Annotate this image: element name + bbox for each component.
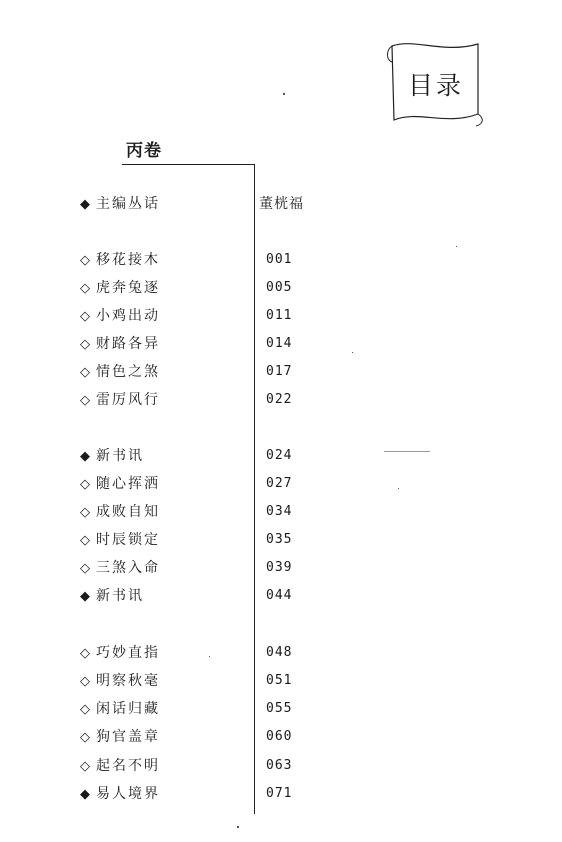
entry-title: 闲话归藏: [96, 701, 160, 717]
hollow-diamond-icon: ◇: [80, 646, 90, 661]
entry-title: 移花接木: [96, 252, 160, 268]
entry-page-number: 005: [266, 280, 293, 295]
entry-page-number: 035: [266, 532, 293, 547]
entry-title: 明察秋毫: [96, 673, 160, 689]
hollow-diamond-icon: ◇: [80, 393, 90, 408]
hollow-diamond-icon: ◇: [80, 281, 90, 296]
hollow-diamond-icon: ◇: [80, 365, 90, 380]
toc-entry[interactable]: [0, 334, 562, 356]
hollow-diamond-icon: ◇: [80, 309, 90, 324]
entry-page-number: 060: [266, 729, 293, 744]
hollow-diamond-icon: ◇: [80, 759, 90, 774]
hollow-diamond-icon: ◇: [80, 533, 90, 548]
entry-title: 新书讯: [96, 588, 144, 604]
toc-entry[interactable]: [0, 784, 562, 806]
entry-title: 新书讯: [96, 448, 144, 464]
hollow-diamond-icon: ◇: [80, 561, 90, 576]
toc-entry[interactable]: [0, 699, 562, 721]
scan-speck: [384, 451, 430, 452]
filled-diamond-icon: ◆: [80, 787, 90, 802]
filled-diamond-icon: ◆: [80, 197, 90, 212]
toc-entry[interactable]: [0, 558, 562, 580]
hollow-diamond-icon: ◇: [80, 505, 90, 520]
entry-title: 情色之煞: [96, 364, 160, 380]
scan-speck: [237, 826, 239, 828]
toc-entry[interactable]: [0, 390, 562, 412]
toc-entry[interactable]: [0, 727, 562, 749]
hollow-diamond-icon: ◇: [80, 477, 90, 492]
entry-title: 狗官盖章: [96, 729, 160, 745]
heading-rule: [122, 164, 255, 165]
entry-title: 成败自知: [96, 504, 160, 520]
entry-page-number: 048: [266, 645, 293, 660]
entry-page-number: 071: [266, 786, 293, 801]
entry-page-number: 063: [266, 758, 293, 773]
entry-page-number: 044: [266, 588, 293, 603]
entry-page-number: 055: [266, 701, 293, 716]
entry-title: 时辰锁定: [96, 532, 160, 548]
toc-entry[interactable]: [0, 530, 562, 552]
toc-entry[interactable]: [0, 306, 562, 328]
toc-entry[interactable]: [0, 250, 562, 272]
filled-diamond-icon: ◆: [80, 449, 90, 464]
entry-page-number: 017: [266, 364, 293, 379]
entry-author: 董桄福: [259, 196, 304, 212]
toc-entry[interactable]: [0, 671, 562, 693]
entry-title: 主编丛话: [96, 196, 160, 212]
hollow-diamond-icon: ◇: [80, 730, 90, 745]
scan-speck: [456, 246, 457, 247]
toc-entry[interactable]: [0, 194, 562, 216]
toc-entry[interactable]: [0, 643, 562, 665]
toc-entry[interactable]: [0, 756, 562, 778]
entry-page-number: 024: [266, 448, 293, 463]
entry-page-number: 051: [266, 673, 293, 688]
scan-speck: [352, 352, 353, 353]
filled-diamond-icon: ◆: [80, 589, 90, 604]
entry-page-number: 027: [266, 476, 293, 491]
hollow-diamond-icon: ◇: [80, 674, 90, 689]
toc-entry[interactable]: [0, 502, 562, 524]
entry-page-number: 011: [266, 308, 293, 323]
scan-speck: [398, 488, 399, 489]
entry-page-number: 001: [266, 252, 293, 267]
page-title: 目录: [407, 71, 464, 100]
toc-entry[interactable]: [0, 474, 562, 496]
entry-page-number: 034: [266, 504, 293, 519]
hollow-diamond-icon: ◇: [80, 253, 90, 268]
entry-title: 三煞入命: [96, 560, 160, 576]
volume-heading: 丙卷: [126, 141, 162, 161]
entry-title: 小鸡出动: [96, 308, 160, 324]
entry-page-number: 014: [266, 336, 293, 351]
entry-page-number: 022: [266, 392, 293, 407]
scan-speck: [283, 93, 285, 95]
entry-title: 巧妙直指: [96, 645, 160, 661]
scan-speck: [209, 656, 210, 657]
toc-entry[interactable]: [0, 446, 562, 468]
toc-entry[interactable]: [0, 362, 562, 384]
hollow-diamond-icon: ◇: [80, 702, 90, 717]
entry-page-number: 039: [266, 560, 293, 575]
entry-title: 易人境界: [96, 786, 160, 802]
entry-title: 雷厉风行: [96, 392, 160, 408]
toc-entry[interactable]: [0, 586, 562, 608]
entry-title: 虎奔兔逐: [96, 280, 160, 296]
toc-banner: [384, 40, 488, 128]
hollow-diamond-icon: ◇: [80, 337, 90, 352]
entry-title: 起名不明: [96, 758, 160, 774]
toc-entry[interactable]: [0, 278, 562, 300]
entry-title: 财路各异: [96, 336, 160, 352]
entry-title: 随心挥洒: [96, 476, 160, 492]
